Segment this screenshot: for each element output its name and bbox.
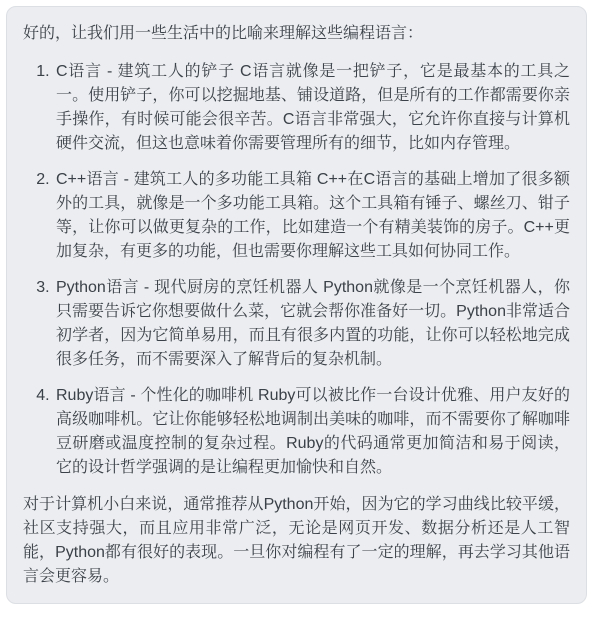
list-item-python-language: 3. Python语言 - 现代厨房的烹饪机器人 Python就像是一个烹饪机器人，你只需要告诉它你想要做什么菜，它就会帮你准备好一切。Python非常适合初学者，因为它简单易用，而且有很多内置的功能，让你可以轻松地完成很多任务，而不需要深入了解背后的复杂机制。 xyxy=(54,276,570,372)
intro-paragraph: 好的，让我们用一些生活中的比喻来理解这些编程语言： xyxy=(23,25,424,42)
list-item-c-language: 1. C语言 - 建筑工人的铲子 C语言就像是一把铲子，它是最基本的工具之一。使用铲子，你可以挖掘地基、铺设道路，但是所有的工作都需要你亲手操作，有时候可能会很辛苦。C语言非常强大，它允许你直接与计算机硬件交流，但这也意味着你需要管理所有的细节，比如内存管理。 xyxy=(54,60,570,156)
conclusion-paragraph: 对于计算机小白来说，通常推荐从Python开始，因为它的学习曲线比较平缓，社区支持强大，而且应用非常广泛，无论是网页开发、数据分析还是人工智能，Python都有很好的表现。一旦你对编程有了一定的理解，再去学习其他语言会更容易。 xyxy=(23,496,570,585)
assistant-message-bubble xyxy=(6,6,587,604)
language-list xyxy=(23,60,570,480)
list-item-ruby-language: 4. Ruby语言 - 个性化的咖啡机 Ruby可以被比作一台设计优雅、用户友好的高级咖啡机。它让你能够轻松地调制出美味的咖啡，而不需要你了解咖啡豆研磨或温度控制的复杂过程。Ruby的代码通常更加简洁和易于阅读，它的设计哲学强调的是让编程更加愉快和自然。 xyxy=(54,384,570,480)
list-item-cpp-language: 2. C++语言 - 建筑工人的多功能工具箱 C++在C语言的基础上增加了很多额外的工具，就像是一个多功能工具箱。这个工具箱有锤子、螺丝刀、钳子等，让你可以做更复杂的工作，比如建造一个有精美装饰的房子。C++更加复杂，有更多的功能，但也需要你理解这些工具如何协同工作。 xyxy=(54,168,570,264)
